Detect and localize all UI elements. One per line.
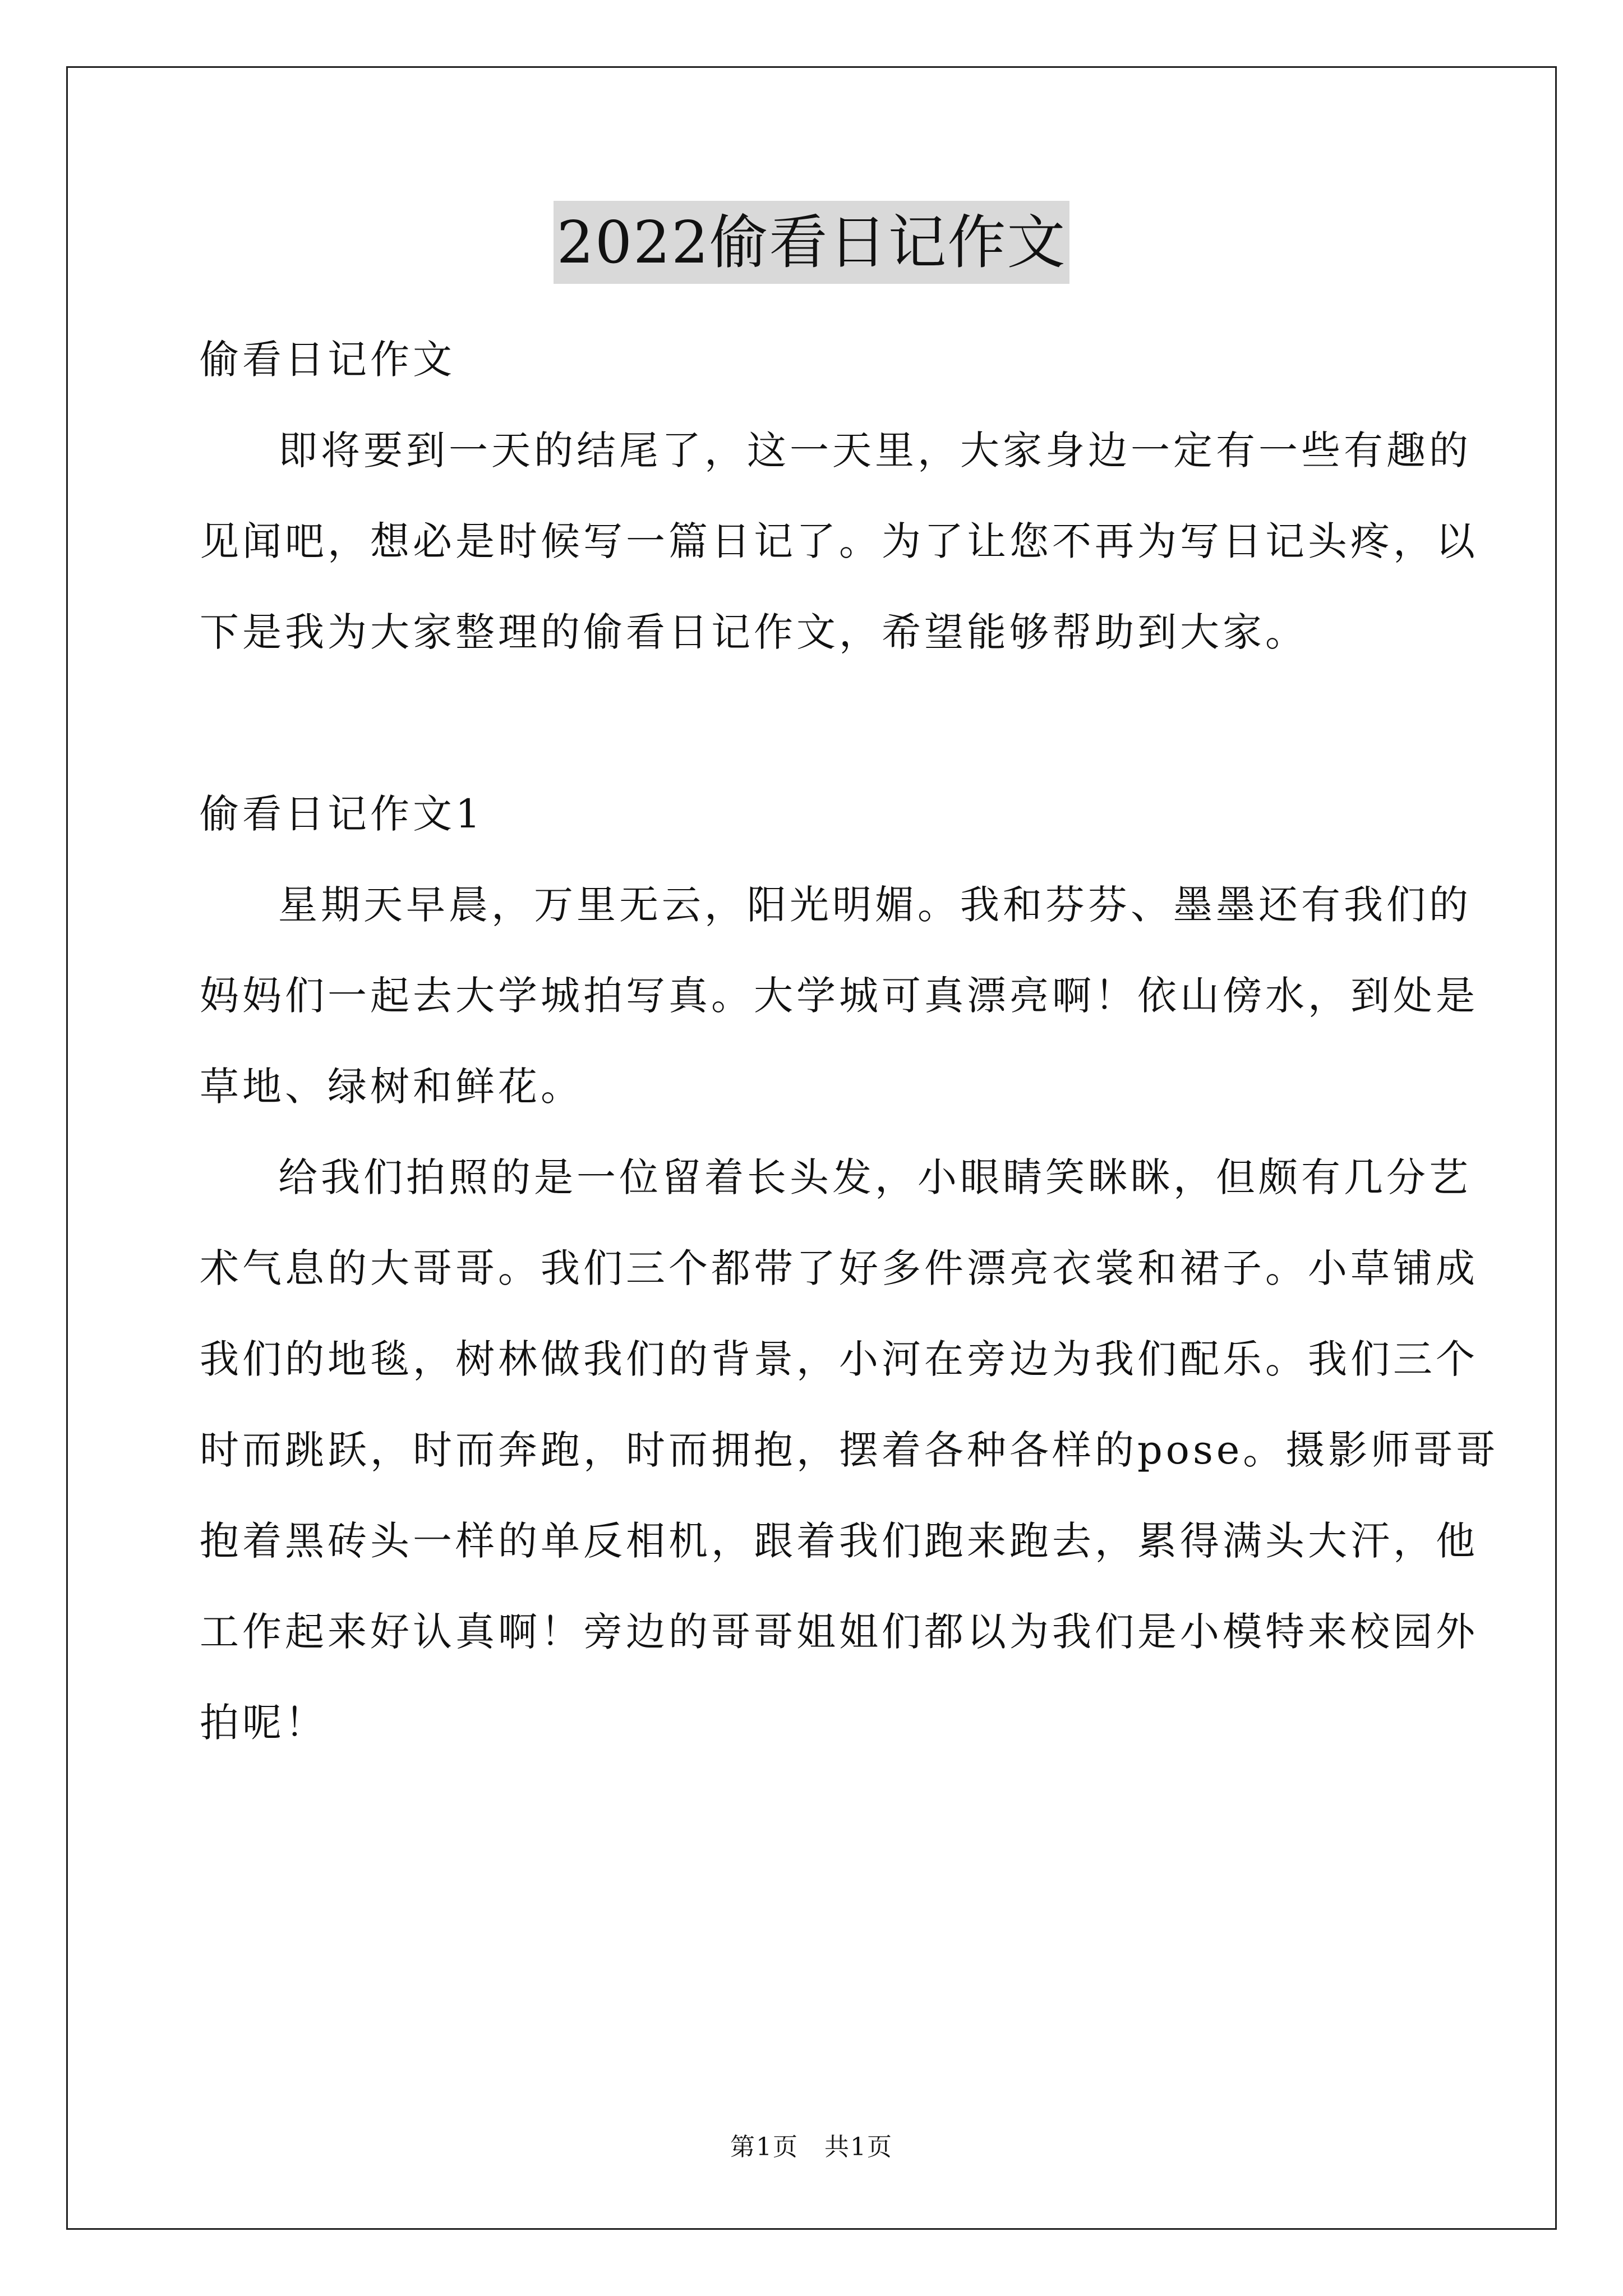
essay-line: 术气息的大哥哥。我们三个都带了好多件漂亮衣裳和裙子。小草铺成 xyxy=(200,1245,1478,1291)
title-container xyxy=(0,201,1623,284)
essay-line: 草地、绿树和鲜花。 xyxy=(200,1064,583,1110)
intro-line: 即将要到一天的结尾了，这一天里，大家身边一定有一些有趣的 xyxy=(278,427,1472,473)
page-footer: 第1页 共1页 xyxy=(730,2133,893,2161)
essay-line: 工作起来好认真啊！旁边的哥哥姐姐们都以为我们是小模特来校园外 xyxy=(200,1609,1478,1655)
essay-line: 妈妈们一起去大学城拍写真。大学城可真漂亮啊！依山傍水，到处是 xyxy=(200,973,1478,1019)
essay-line: 拍呢！ xyxy=(200,1700,328,1746)
essay-line: 给我们拍照的是一位留着长头发，小眼睛笑眯眯，但颇有几分艺 xyxy=(278,1154,1472,1200)
document-title: 2022偷看日记作文 xyxy=(554,201,1070,284)
essay-paragraph-1 xyxy=(200,859,1478,1132)
essay-line: 我们的地毯，树林做我们的背景，小河在旁边为我们配乐。我们三个 xyxy=(200,1336,1478,1382)
blank-line xyxy=(200,678,1428,769)
intro-paragraph xyxy=(200,405,1478,678)
document-body xyxy=(200,314,1499,1768)
essay-line: 星期天早晨，万里无云，阳光明媚。我和芬芬、墨墨还有我们的 xyxy=(278,882,1472,928)
intro-line: 见闻吧，想必是时候写一篇日记了。为了让您不再为写日记头疼，以 xyxy=(200,518,1478,564)
section-heading-essay-1: 偷看日记作文1 xyxy=(200,791,484,837)
section-heading-intro: 偷看日记作文 xyxy=(200,337,455,383)
intro-line: 下是我为大家整理的偷看日记作文，希望能够帮助到大家。 xyxy=(200,609,1308,655)
essay-line: 时而跳跃，时而奔跑，时而拥抱，摆着各种各样的pose。摄影师哥哥 xyxy=(200,1427,1499,1473)
essay-paragraph-2 xyxy=(200,1132,1499,1768)
essay-line: 抱着黑砖头一样的单反相机，跟着我们跑来跑去，累得满头大汗，他 xyxy=(200,1518,1478,1564)
